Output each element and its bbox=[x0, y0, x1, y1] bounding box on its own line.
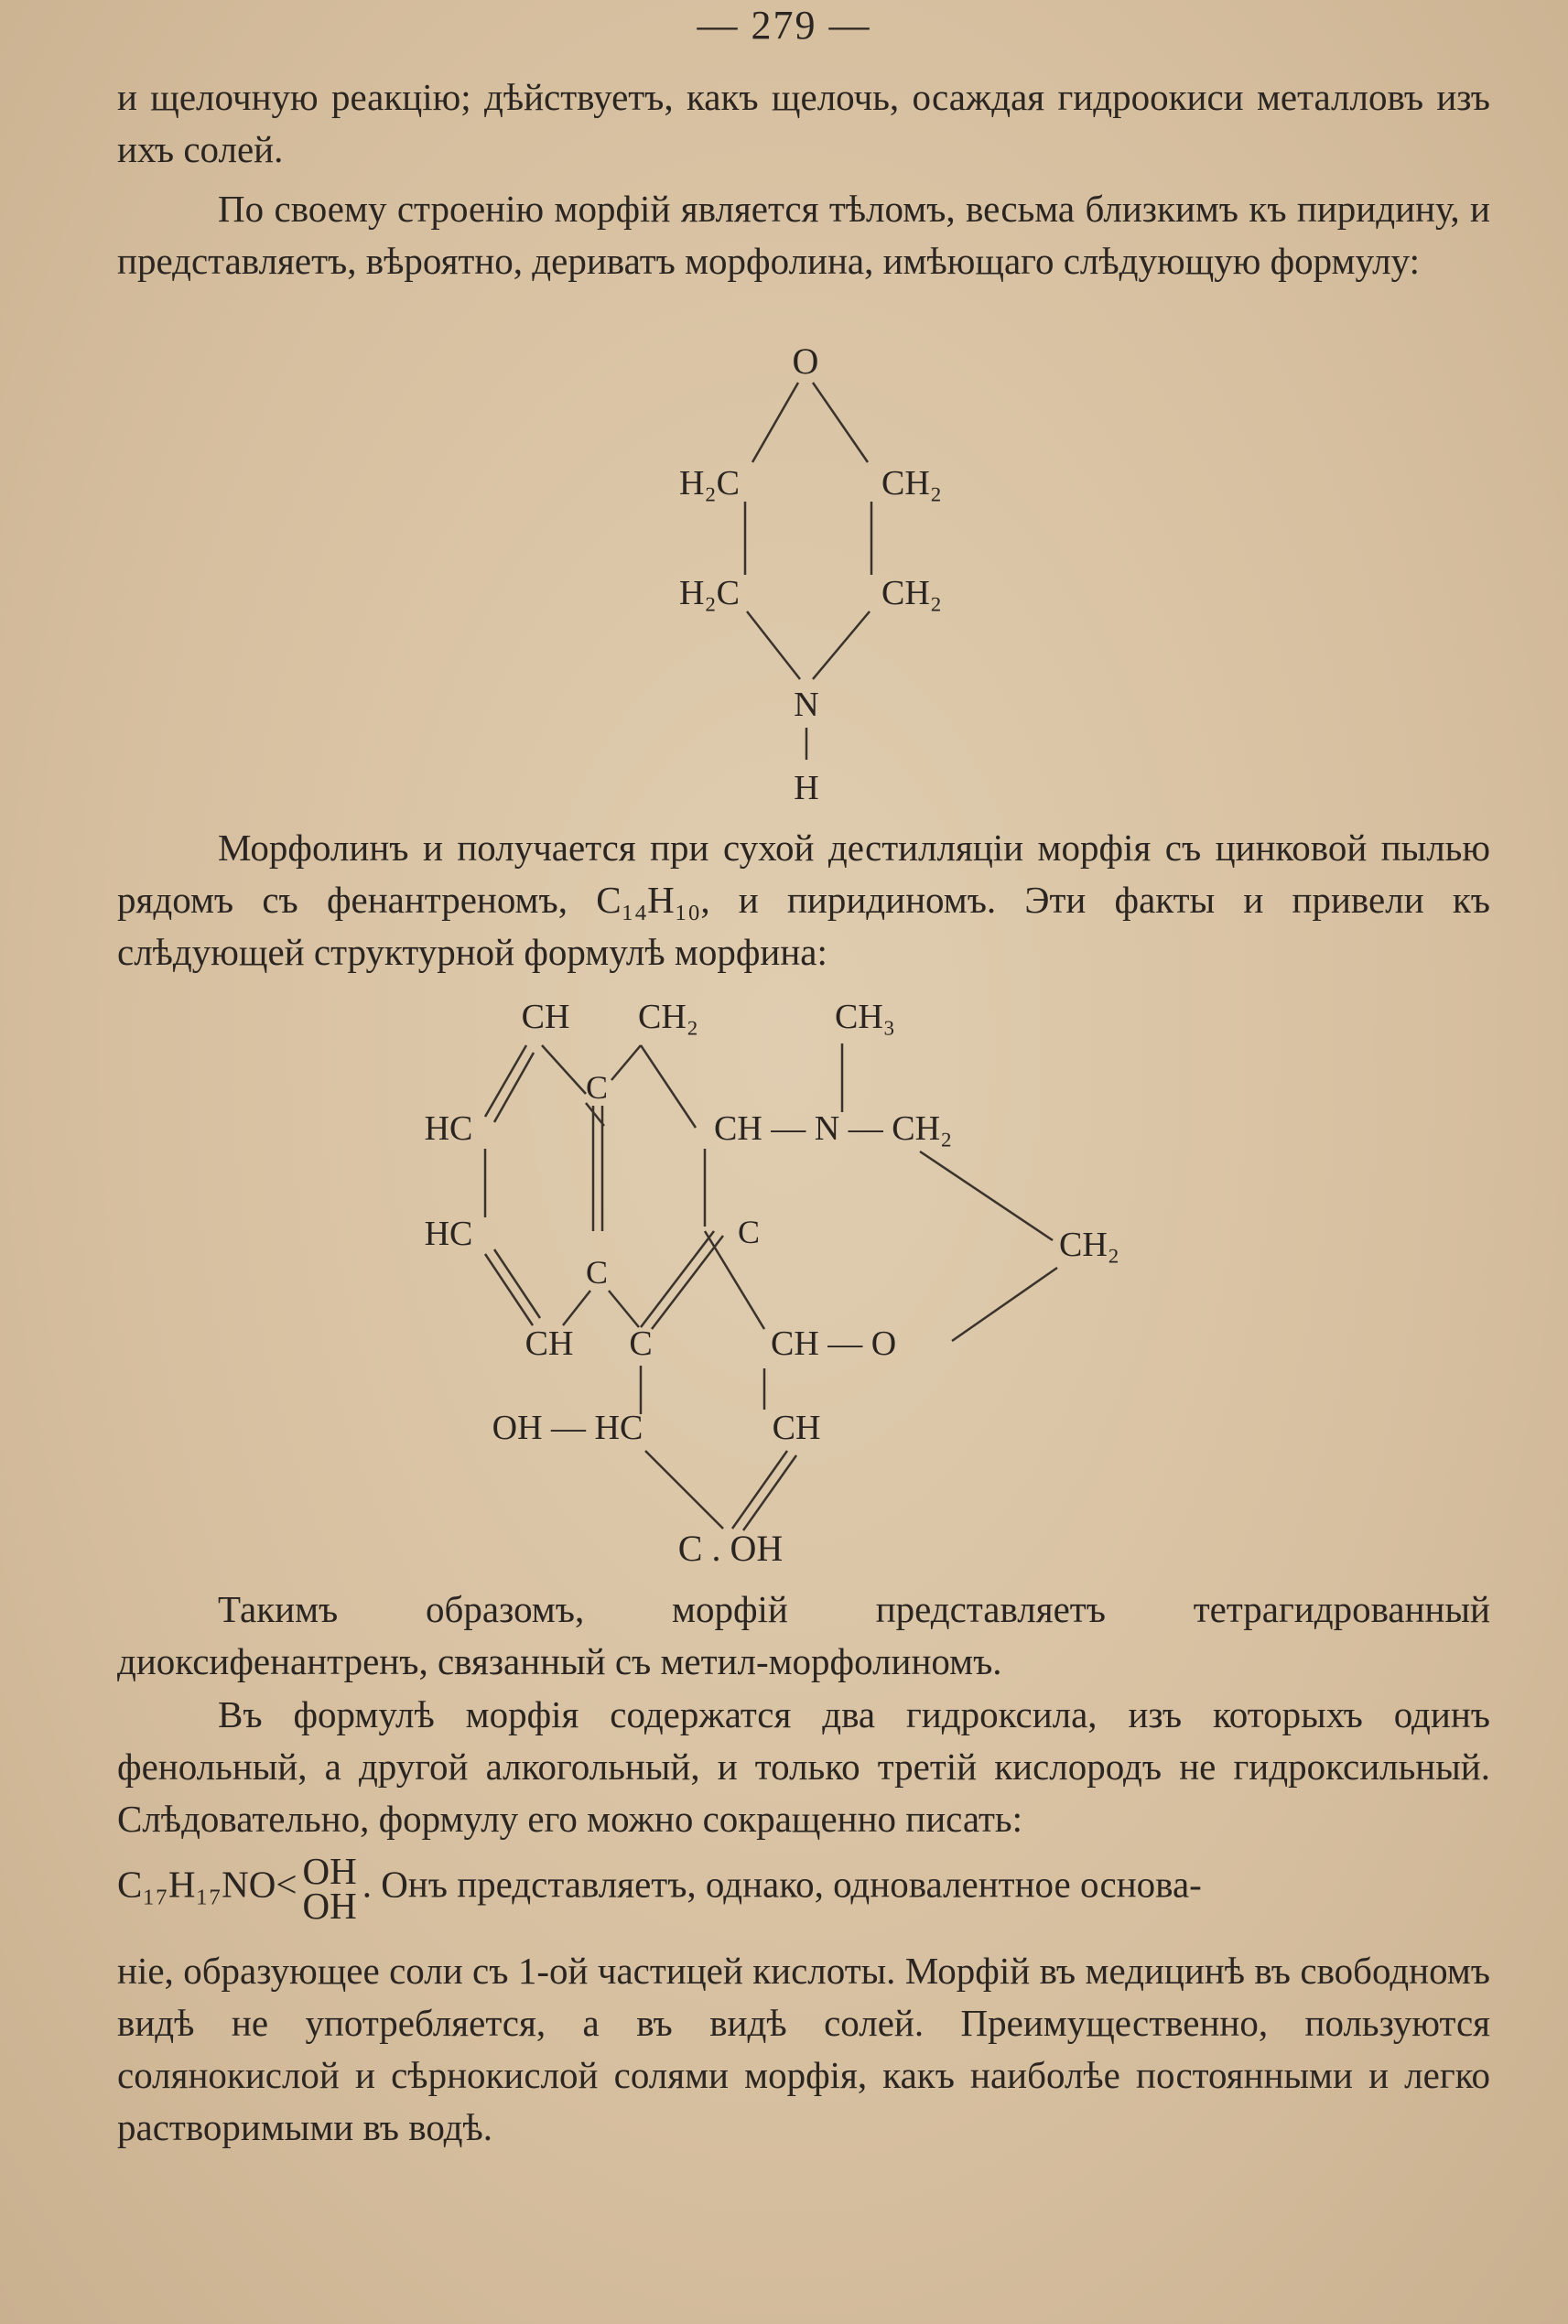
morphine-ch-o: CH — O bbox=[771, 1324, 897, 1363]
morphine-ch2-top: CH₂ bbox=[637, 998, 699, 1036]
paragraph-3: Морфолинъ и получается при сухой дестилляціи морфія съ цинковой пылью рядомъ съ фенантреномъ, C₁₄H₁₀, и пиридиномъ. Эти факты и привели къ слѣдующей структурной формулѣ морфина: bbox=[117, 827, 1490, 973]
morphine-ch3: CH₃ bbox=[834, 998, 896, 1036]
morpholine-h2c-bottom: H₂C bbox=[678, 574, 741, 612]
paragraph-1: и щелочную реакцію; дѣйствуетъ, какъ щелочь, осаждая гидроокиси металловъ изъ ихъ солей. bbox=[117, 76, 1490, 170]
morphine-c-mid-right: C bbox=[737, 1214, 761, 1250]
morphine-ch2-right: CH₂ bbox=[1058, 1226, 1120, 1264]
morphine-c-bottom: C bbox=[629, 1324, 653, 1363]
paragraph-6: ніе, образующее соли съ 1-ой частицей кислоты. Морфій въ медицинѣ въ свободномъ видѣ не употребляется, а въ видѣ солей. Преимущественно, пользуются солянокислой и сѣрнокислой солями морфія, какъ наиболѣе постоянными и легко растворимыми въ водѣ. bbox=[117, 1950, 1490, 2148]
short-formula-suffix: . Онъ представляетъ, однако, одновалентное основа- bbox=[362, 1863, 1202, 1906]
morpholine-o: O bbox=[792, 340, 819, 382]
short-formula-prefix: C₁₇H₁₇NO< bbox=[117, 1863, 297, 1906]
morphine-ch-n-ch2: CH — N — CH₂ bbox=[714, 1109, 953, 1148]
morphine-ch-bottom-left: CH bbox=[524, 1324, 574, 1363]
morpholine-h: H bbox=[794, 769, 819, 807]
morphine-hc-2: HC bbox=[424, 1215, 473, 1253]
morphine-c-top: C bbox=[585, 1069, 609, 1106]
morphine-hc-1: HC bbox=[424, 1109, 473, 1148]
morphine-ch-top: CH bbox=[521, 998, 570, 1036]
short-formula-line bbox=[117, 1850, 1490, 1927]
morpholine-h2c-top: H₂C bbox=[678, 464, 741, 503]
paragraph-5: Въ формулѣ морфія содержатся два гидроксила, изъ которыхъ одинъ фенольный, а другой алкогольный, и только третій кислородъ не гидроксильный. Слѣдовательно, формулу его можно сокращенно писать: bbox=[117, 1693, 1490, 1840]
page-number: — 279 — bbox=[697, 3, 871, 48]
short-formula-bottom: OH bbox=[302, 1885, 357, 1927]
morphine-c-center: C bbox=[585, 1254, 609, 1291]
morphine-c-oh: C . OH bbox=[677, 1528, 784, 1569]
morpholine-n: N bbox=[794, 686, 819, 724]
short-formula-fraction bbox=[302, 1850, 357, 1927]
morpholine-ch2-top: CH₂ bbox=[881, 464, 943, 503]
morphine-ch-lower-right: CH bbox=[772, 1409, 821, 1447]
paragraph-4: Такимъ образомъ, морфій представляетъ тетрагидрованный диоксифенантренъ, связанный съ метил-морфолиномъ. bbox=[117, 1588, 1490, 1682]
morpholine-ch2-bottom: CH₂ bbox=[881, 574, 943, 612]
morphine-oh-hc: OH — HC bbox=[492, 1409, 643, 1447]
paragraph-2: По своему строенію морфій является тѣломъ, весьма близкимъ къ пиридину, и представляетъ, вѣроятно, дериватъ морфолина, имѣющаго слѣдующую формулу: bbox=[117, 188, 1490, 282]
short-formula-top: OH bbox=[302, 1850, 357, 1892]
